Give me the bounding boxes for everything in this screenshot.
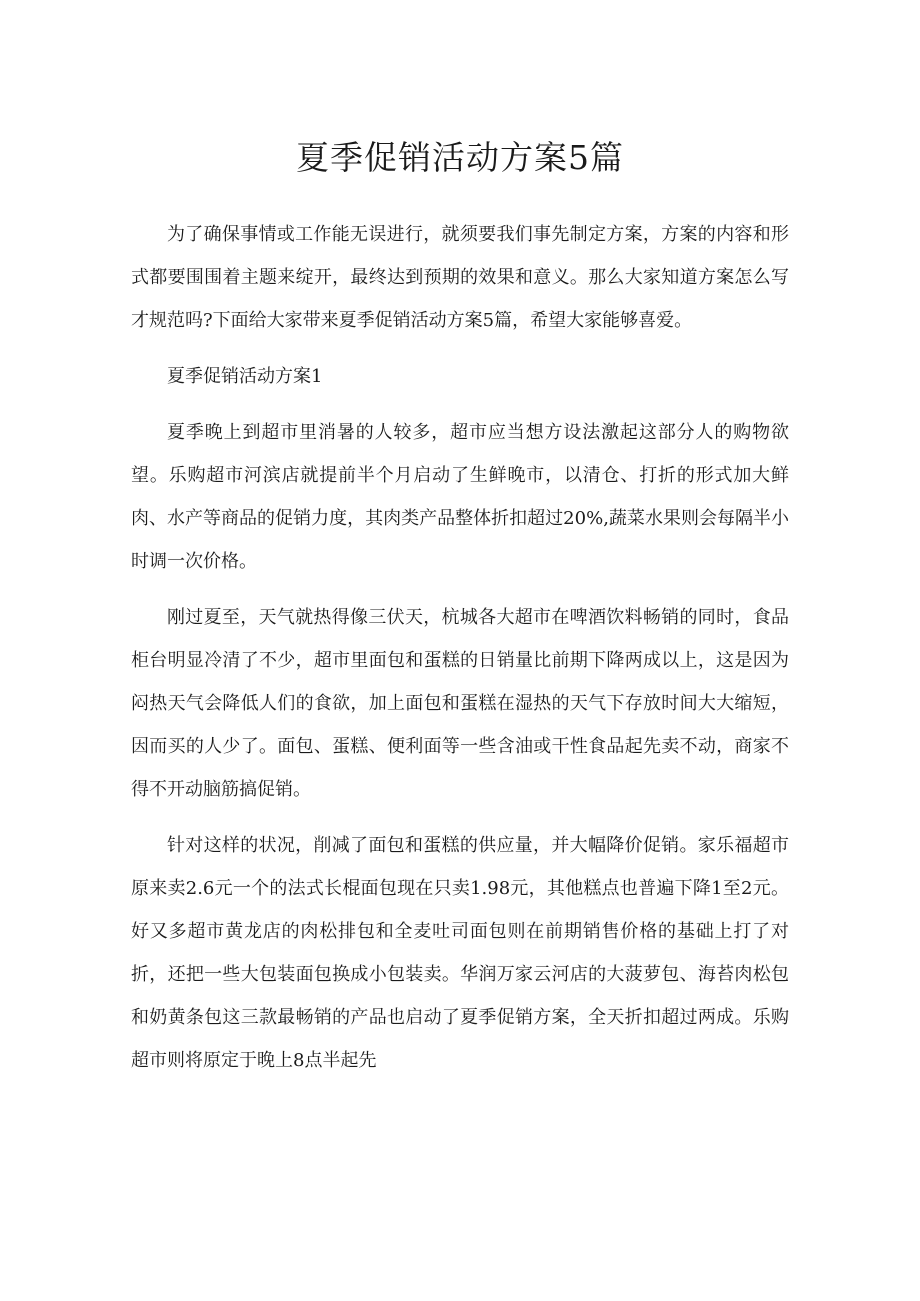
body-paragraph: 夏季晚上到超市里消暑的人较多，超市应当想方设法激起这部分人的购物欲望。乐购超市河滨店就提前半个月启动了生鲜晚市，以清仓、打折的形式加大鲜肉、水产等商品的促销力度，其肉类产品整体折扣超过20%,蔬菜水果则会每隔半小时调一次价格。 xyxy=(131,422,789,572)
document-body xyxy=(131,213,789,1095)
body-paragraph: 针对这样的状况，削减了面包和蛋糕的供应量，并大幅降价促销。家乐福超市原来卖2.6元一个的法式长棍面包现在只卖1.98元，其他糕点也普遍下降1至2元。好又多超市黄龙店的肉松排包和全麦吐司面包则在前期销售价格的基础上打了对折，还把一些大包装面包换成小包装卖。华润万家云河店的大菠萝包、海苔肉松包和奶黄条包这三款最畅销的产品也启动了夏季促销方案，全天折扣超过两成。乐购超市则将原定于晚上8点半起先 xyxy=(131,835,789,1071)
section-heading: 夏季促销活动方案1 xyxy=(167,366,323,387)
intro-paragraph: 为了确保事情或工作能无误进行，就须要我们事先制定方案，方案的内容和形式都要围围着主题来绽开，最终达到预期的效果和意义。那么大家知道方案怎么写才规范吗?下面给大家带来夏季促销活动方案5篇，希望大家能够喜爱。 xyxy=(131,224,789,331)
body-paragraph: 刚过夏至，天气就热得像三伏天，杭城各大超市在啤酒饮料畅销的同时，食品柜台明显冷清了不少，超市里面包和蛋糕的日销量比前期下降两成以上，这是因为闷热天气会降低人们的食欲，加上面包和蛋糕在湿热的天气下存放时间大大缩短，因而买的人少了。面包、蛋糕、便利面等一些含油或干性食品起先卖不动，商家不得不开动脑筋搞促销。 xyxy=(131,607,789,800)
document-title: 夏季促销活动方案5篇 xyxy=(296,138,624,177)
